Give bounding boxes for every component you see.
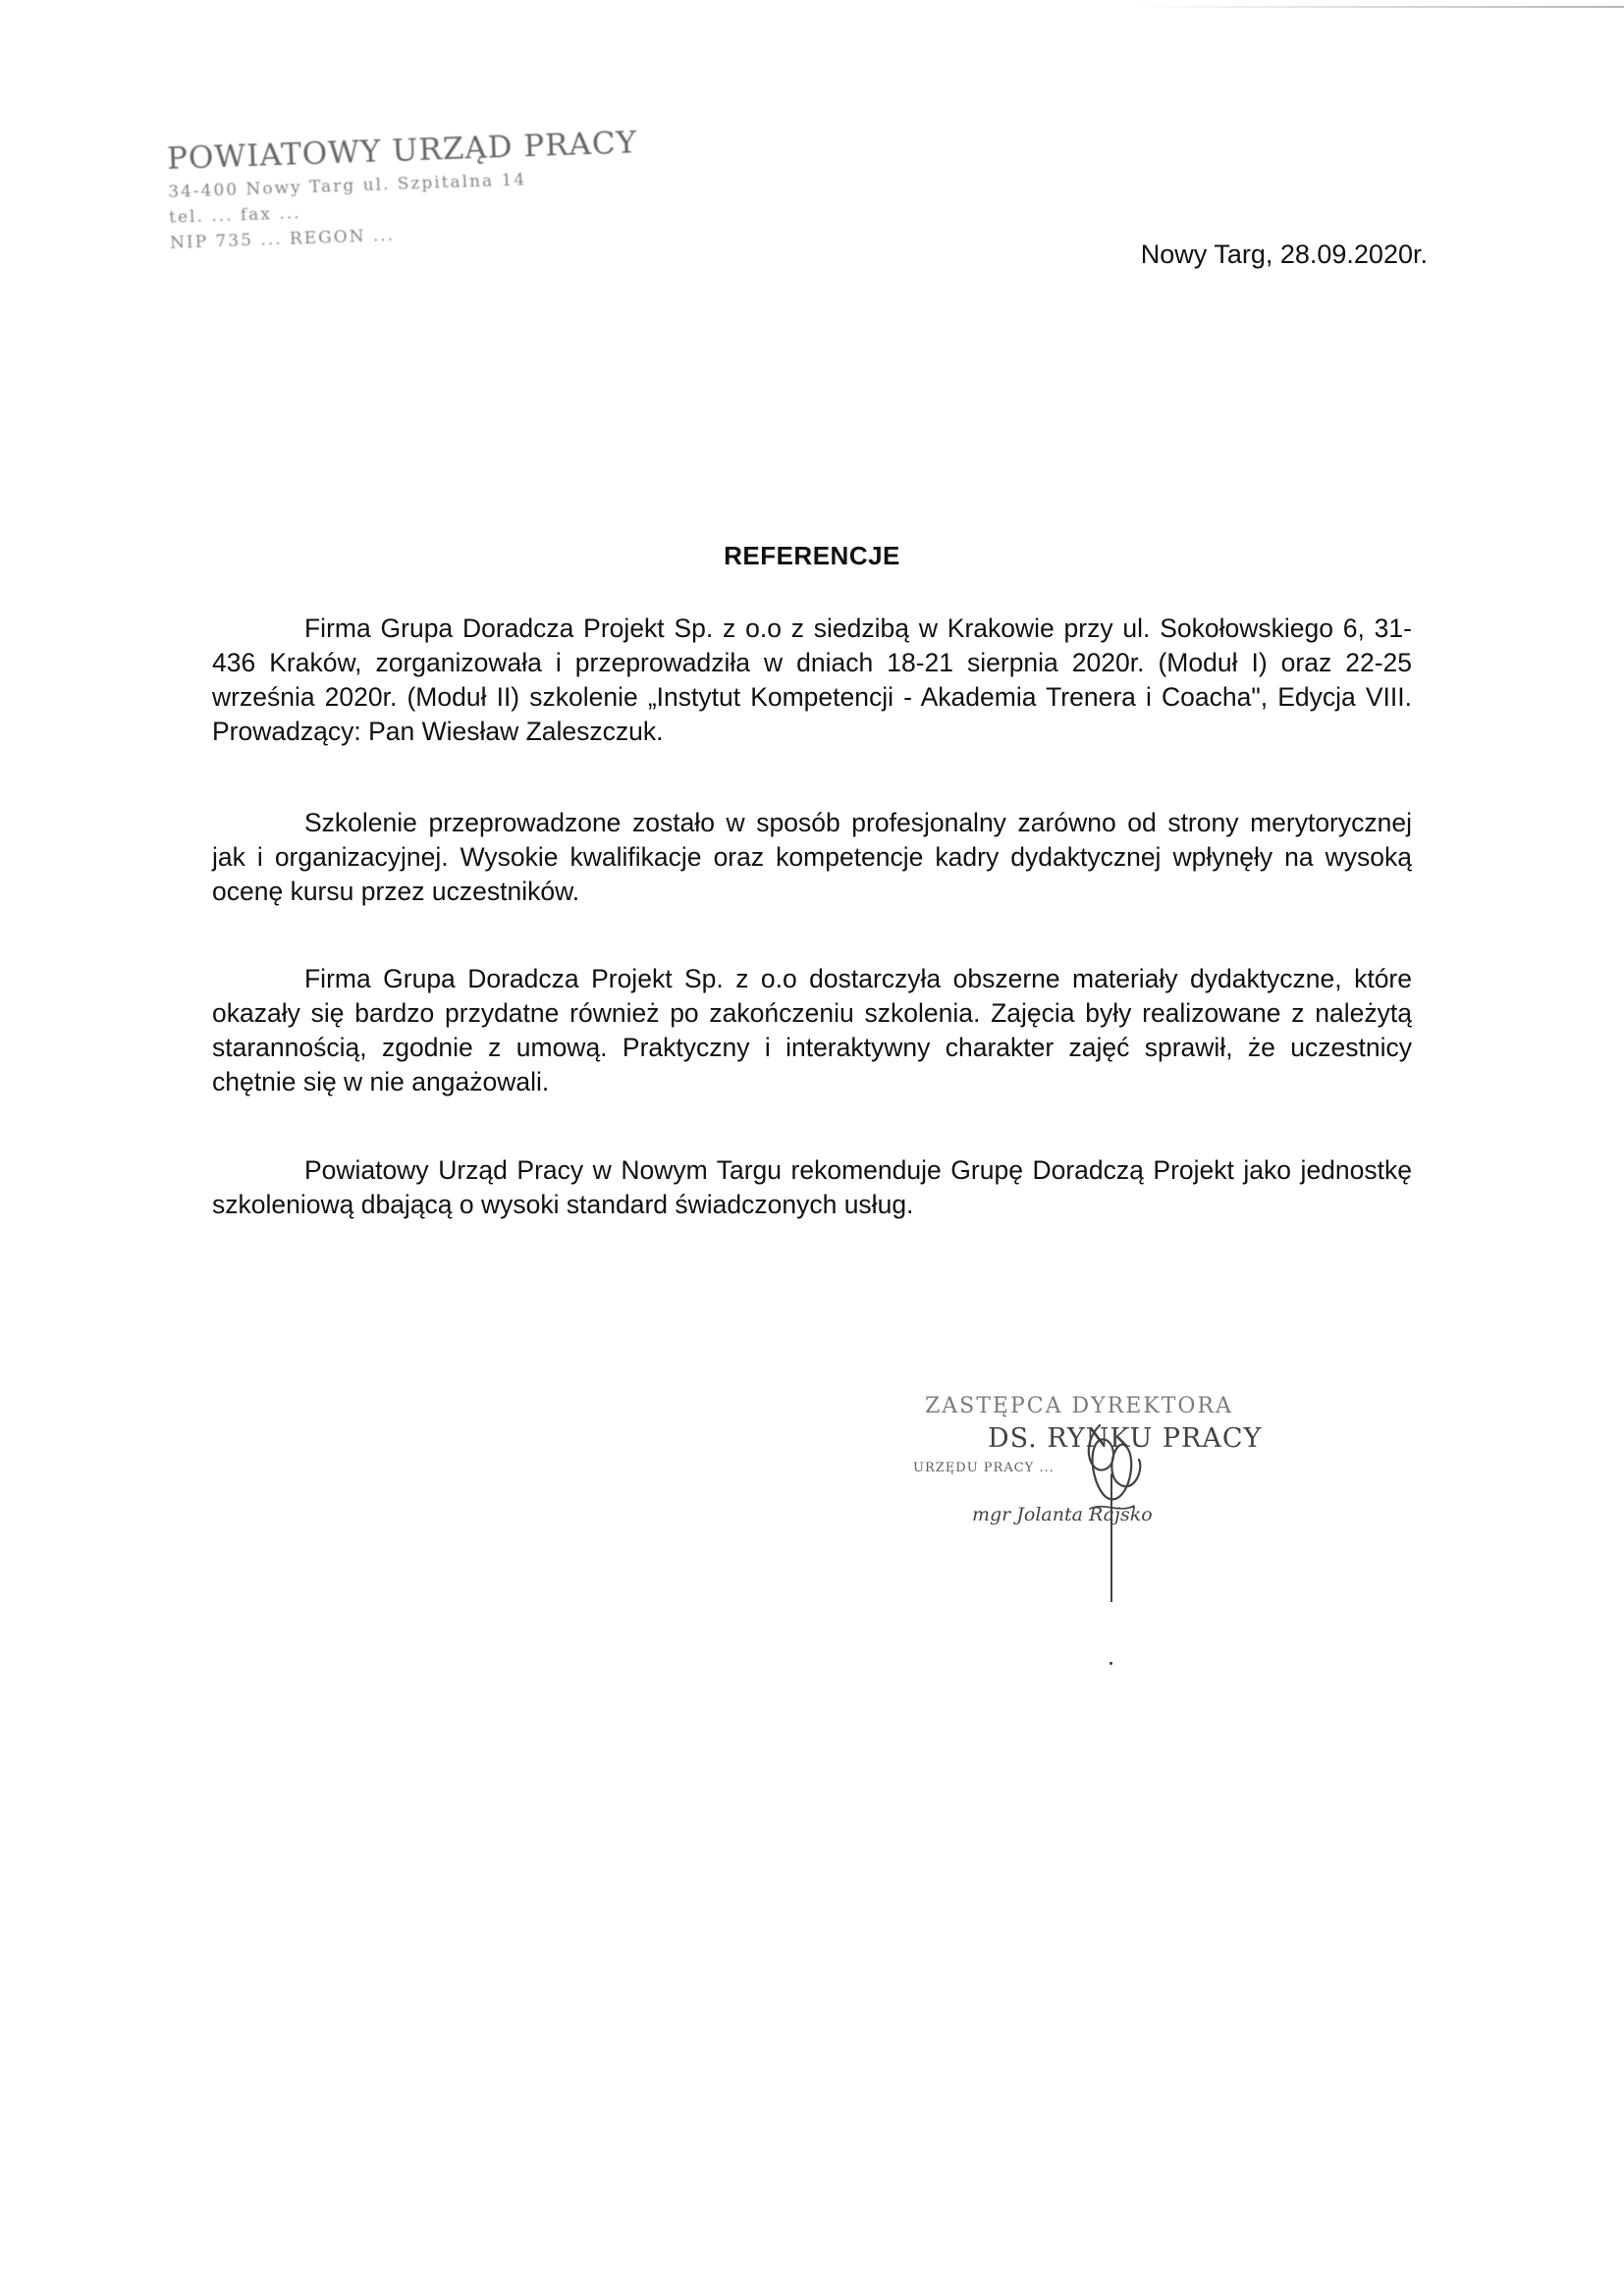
signature-name-line: mgr Jolanta Rajsko: [972, 1504, 1153, 1525]
scan-speck: [1110, 1662, 1112, 1665]
signature-department-line: DS. RYNKU PRACY: [988, 1423, 1263, 1454]
document-title: REFERENCJE: [724, 541, 900, 570]
signature-block: [913, 1394, 1263, 1571]
paragraph-quality: Szkolenie przeprowadzone zostało w sposób profesjonalny zarówno od strony merytorycznej jak i organizacyjnej. Wysokie kwalifikacje oraz kompetencje kadry dydaktycznej wpłynęły na wysoką ocenę kursu przez uczestników.: [212, 808, 1412, 906]
paragraph-training-info: Firma Grupa Doradcza Projekt Sp. z o.o z siedzibą w Krakowie przy ul. Sokołowskiego 6, 31-436 Kraków, zorganizowała i przeprowadziła w dniach 18-21 sierpnia 2020r. (Moduł I) oraz 22-25 września 2020r. (Moduł II) szkolenie „Instytut Kompetencji - Akademia Trenera i Coacha", Edycja VIII. Prowadzący: Pan Wiesław Zaleszczuk.: [212, 614, 1412, 746]
handwritten-signature: [1060, 1415, 1168, 1602]
stamp-contact-line: tel. ... fax ...: [168, 203, 301, 228]
scan-edge-line: [1129, 6, 1624, 8]
signature-sub-line: URZĘDU PRACY ...: [913, 1461, 1055, 1475]
signature-title-line: ZASTĘPCA DYREKTORA: [925, 1394, 1233, 1418]
stamp-office-name: POWIATOWY URZĄD PRACY: [166, 125, 638, 177]
paragraph-recommendation: Powiatowy Urząd Pracy w Nowym Targu rekomenduje Grupę Doradczą Projekt jako jednostkę szkoleniową dbającą o wysoki standard świadczonych usług.: [212, 1155, 1412, 1219]
paragraph-materials: Firma Grupa Doradcza Projekt Sp. z o.o dostarczyła obszerne materiały dydaktyczne, które okazały się bardzo przydatne również po zakończeniu szkolenia. Zajęcia były realizowane z należytą starannością, zgodnie z umową. Praktyczny i interaktywny charakter zajęć sprawił, że uczestnicy chętnie się w nie angażowali.: [212, 964, 1412, 1096]
document-date: Nowy Targ, 28.09.2020r.: [1140, 240, 1428, 269]
stamp-nip-line: NIP 735 ... REGON ...: [169, 225, 396, 253]
stamp-address-line: 34-400 Nowy Targ ul. Szpitalna 14: [167, 170, 527, 202]
office-stamp: [166, 125, 638, 289]
